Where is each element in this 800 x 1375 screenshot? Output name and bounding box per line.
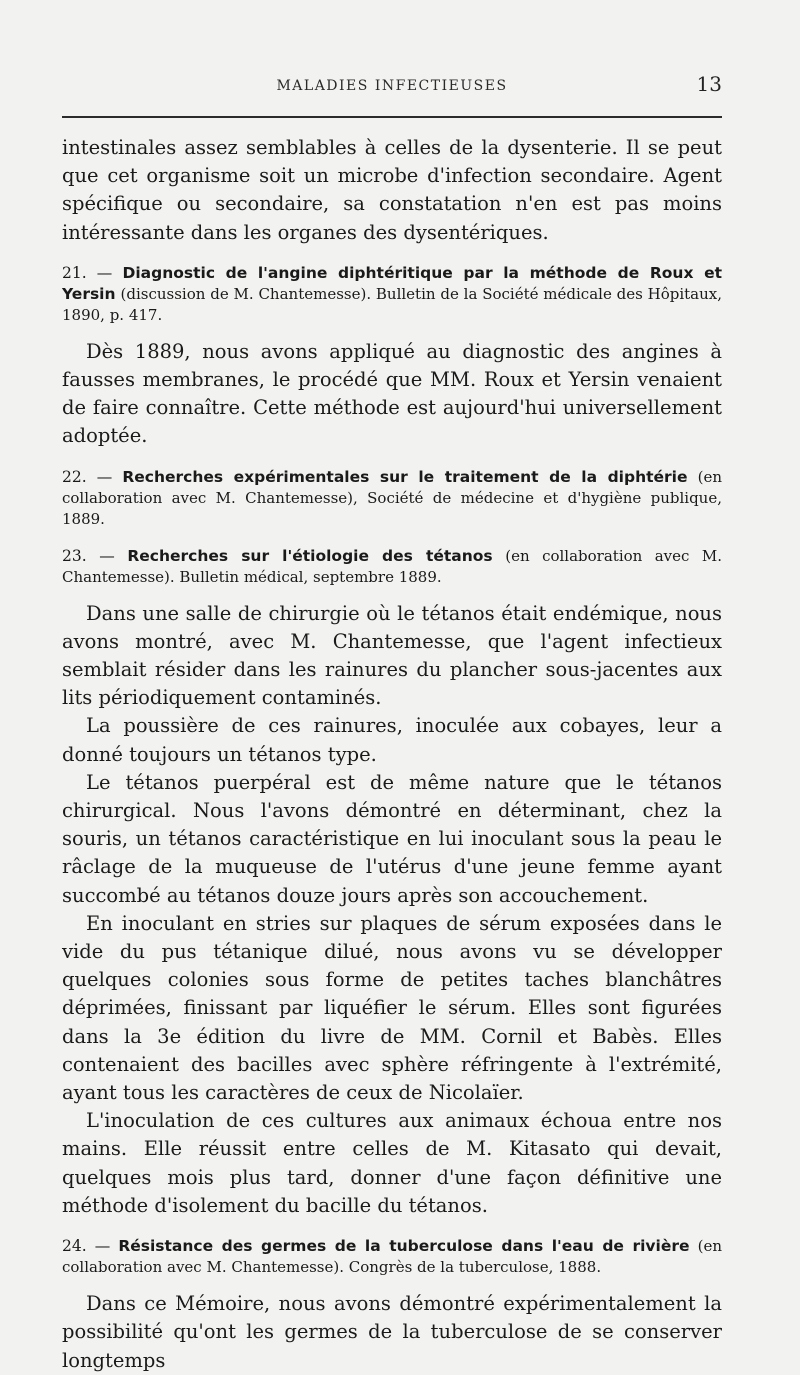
page-body — [62, 134, 722, 1375]
paragraph: En inoculant en stries sur plaques de sérum exposées dans le vide du pus tétanique dilué, nous avons vu se développer quelques colonies sous forme de petites taches blanchâtres déprimées, finissant par liquéfier le sérum. Elles sont figurées dans la 3e édition du livre de MM. Cornil et Babès. Elles contenaient des bacilles avec sphère réfringente à l'extrémité, ayant tous les caractères de ceux de Nicolaïer. — [62, 911, 722, 1105]
running-title: MALADIES INFECTIEUSES — [276, 78, 508, 94]
entry-title: Diagnostic de l'angine diphtéritique par la méthode de Roux et Yersin — [62, 263, 722, 303]
entry-title: Recherches expérimentales sur le traitement de la diphtérie — [122, 467, 688, 486]
entry-details: (en collaboration avec M. Chantemesse). Bulletin médical, septembre 1889. — [62, 546, 722, 586]
entry-title: Résistance des germes de la tuberculose dans l'eau de rivière — [118, 1237, 690, 1256]
entry-number: 22. — — [62, 467, 113, 486]
paragraph-continuation: intestinales assez semblables à celles de la dysenterie. Il se peut que cet organisme soit un microbe d'infection secondaire. Agent spécifique ou secondaire, sa constatation n'en est pas moins intéressante dans les organes des dysentériques. — [62, 136, 722, 244]
entry-details: (en collaboration avec M. Chantemesse), Société de médecine et d'hygiène publique, 1889. — [62, 467, 722, 528]
paragraph: Dans ce Mémoire, nous avons démontré expérimentalement la possibilité qu'ont les germes de la tuberculose de se conserver longtemps — [62, 1292, 722, 1372]
page-header — [62, 72, 722, 102]
paragraph: La poussière de ces rainures, inoculée aux cobayes, leur a donné toujours un tétanos type. — [62, 714, 722, 766]
entry-details: (en collaboration avec M. Chantemesse). Congrès de la tuberculose, 1888. — [62, 1237, 722, 1277]
bibliography-entry-21 — [62, 263, 722, 326]
page-number: 13 — [696, 72, 722, 96]
paragraph: Le tétanos puerpéral est de même nature que le tétanos chirurgical. Nous l'avons démontré en déterminant, chez la souris, un tétanos caractéristique en lui inoculant sous la peau le râclage de la muqueuse de l'utérus d'une jeune femme ayant succombé au tétanos douze jours après son accouchement. — [62, 770, 722, 907]
paragraph: Dès 1889, nous avons appliqué au diagnostic des angines à fausses membranes, le procédé que MM. Roux et Yersin venaient de faire connaître. Cette méthode est aujourd'hui universellement adoptée. — [62, 339, 722, 448]
paragraph: L'inoculation de ces cultures aux animaux échoua entre nos mains. Elle réussit entre celles de M. Kitasato qui devait, quelques mois plus tard, donner d'une façon définitive une méthode d'isolement du bacille du tétanos. — [62, 1109, 722, 1217]
entry-number: 21. — — [62, 263, 113, 282]
entry-title: Recherches sur l'étiologie des tétanos — [127, 546, 493, 565]
bibliography-entry-22 — [62, 467, 722, 530]
entry-number: 24. — — [62, 1237, 111, 1256]
paragraph: Dans une salle de chirurgie où le tétanos était endémique, nous avons montré, avec M. Chantemesse, que l'agent infectieux semblait résider dans les rainures du plancher sous-jacentes aux lits périodiquement contaminés. — [62, 601, 722, 710]
entry-details: (discussion de M. Chantemesse). Bulletin de la Société médicale des Hôpitaux, 1890, p. 417. — [62, 284, 722, 324]
header-rule — [62, 116, 722, 118]
entry-number: 23. — — [62, 546, 115, 565]
bibliography-entry-24 — [62, 1236, 722, 1278]
bibliography-entry-23 — [62, 546, 722, 588]
